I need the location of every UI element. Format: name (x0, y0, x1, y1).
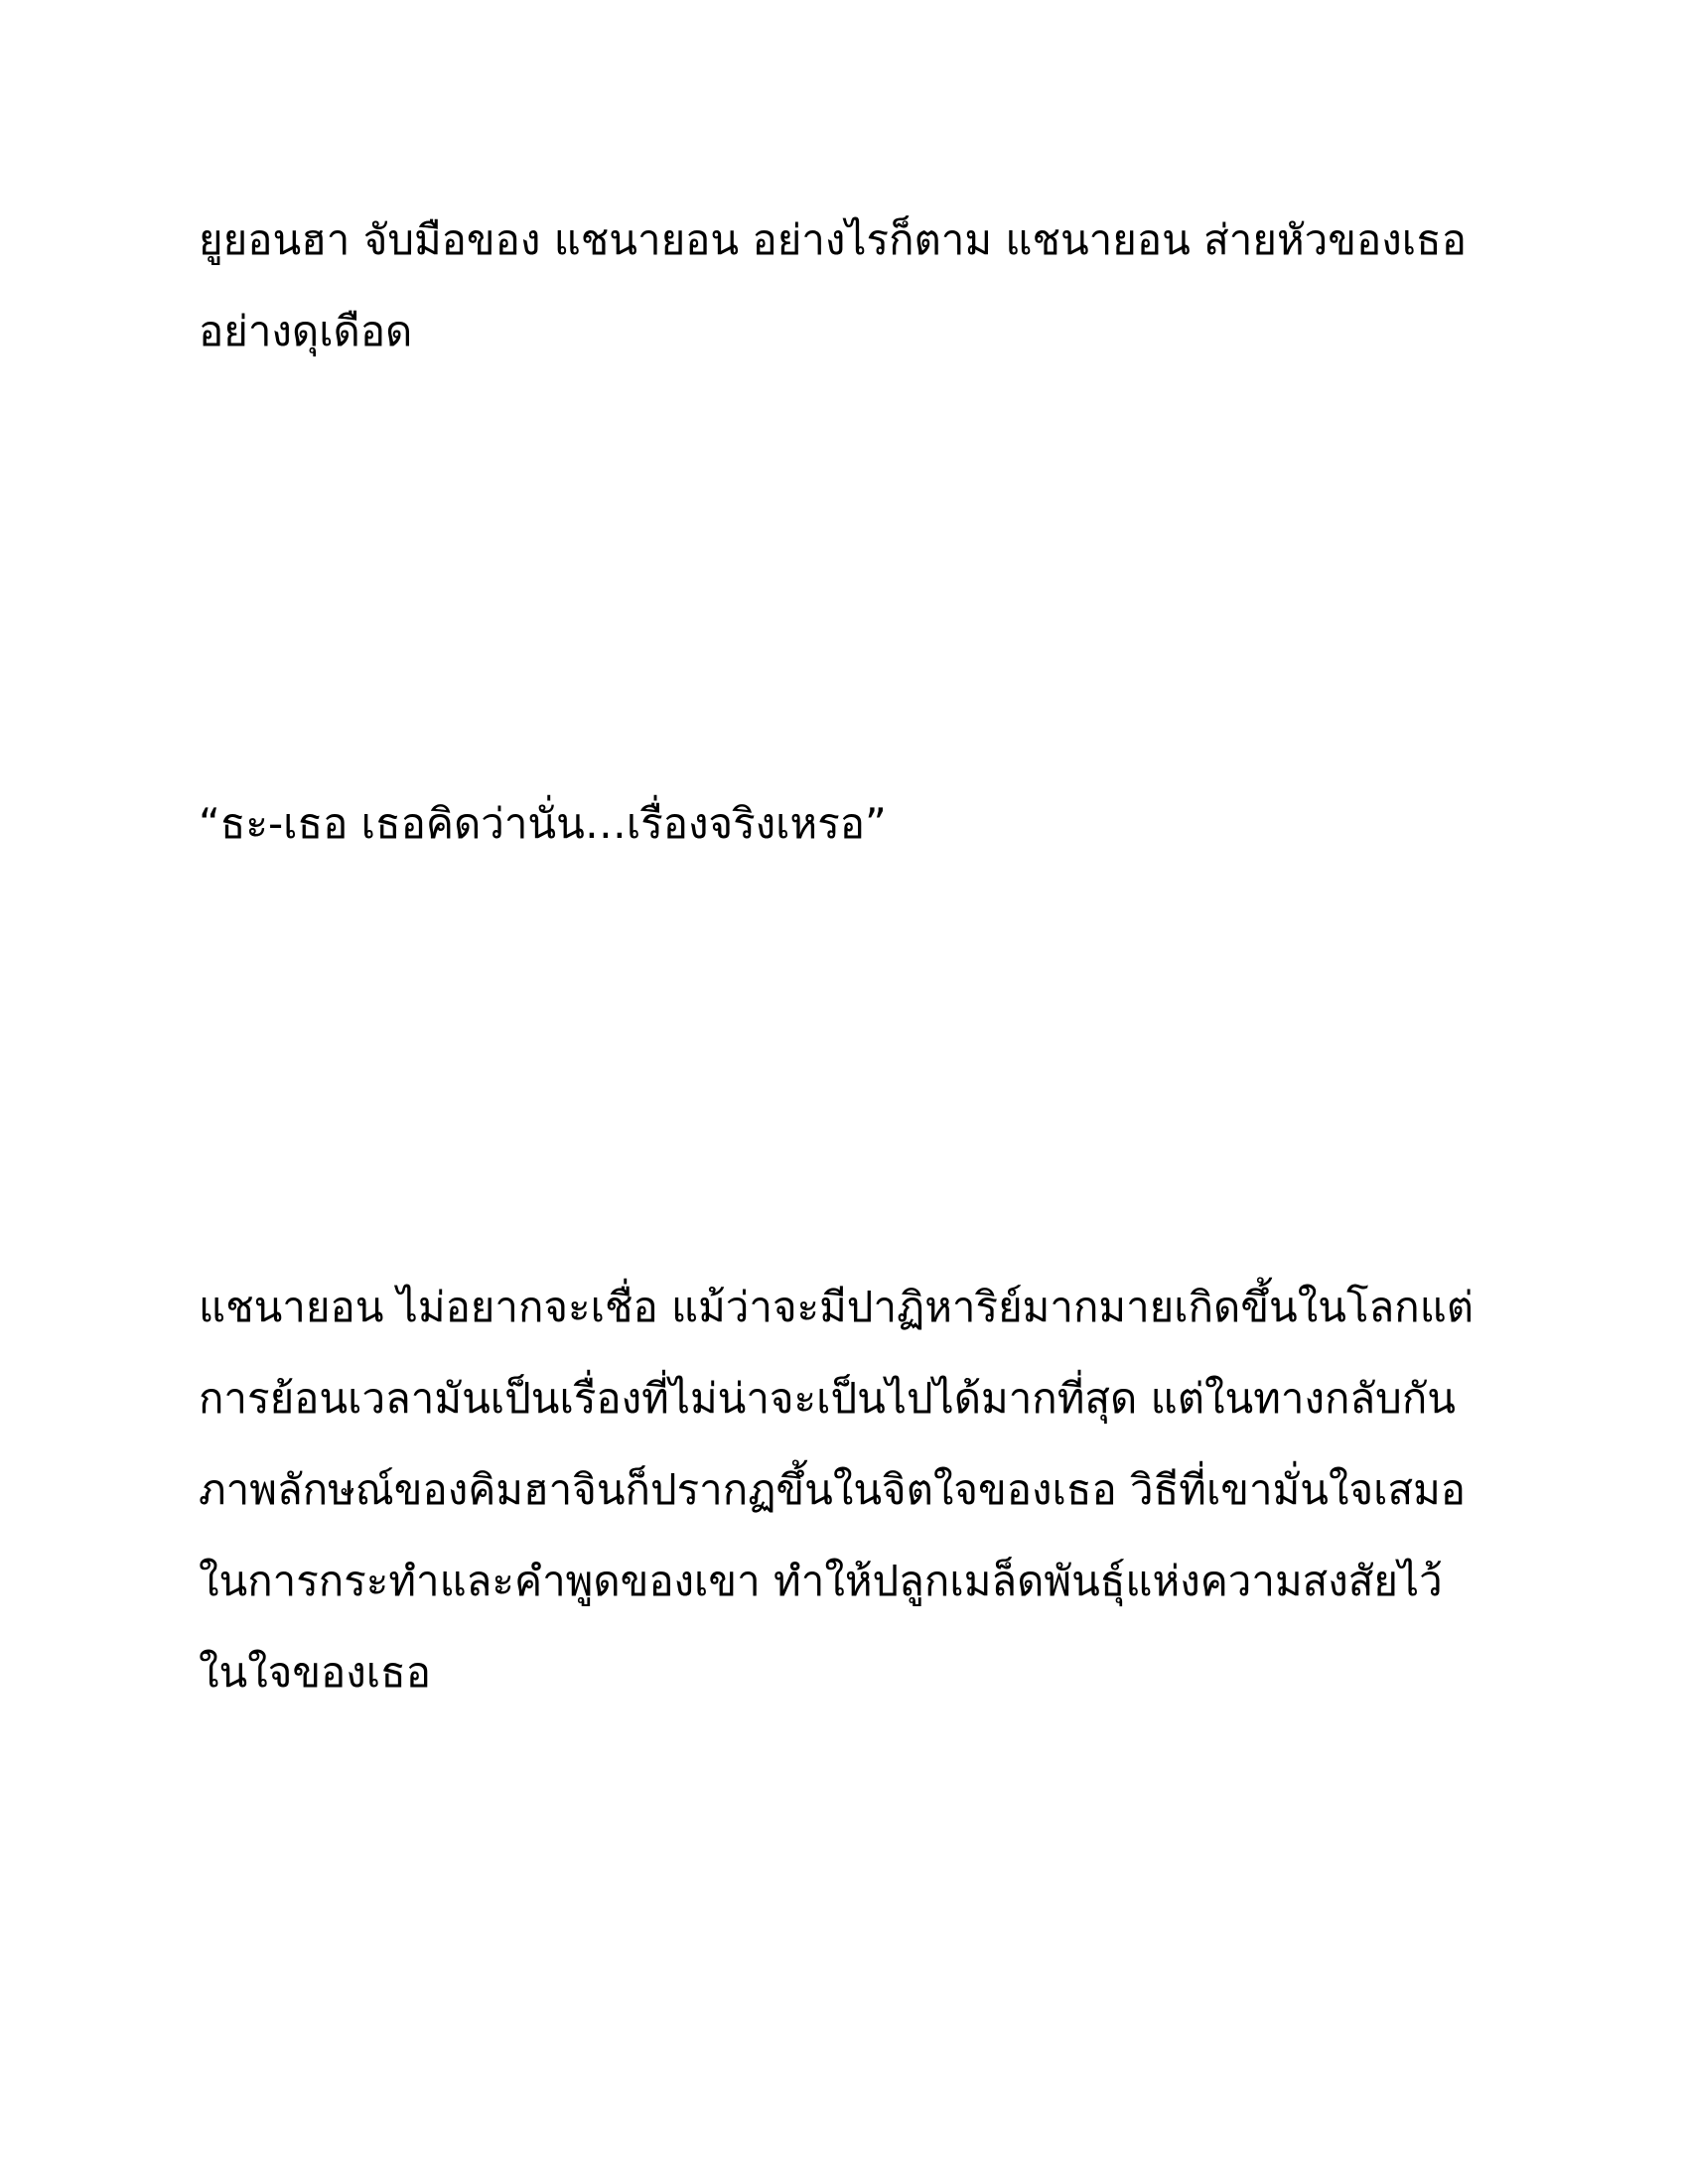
text-line: ภาพลักษณ์ของคิมฮาจินก็ปรากฏขึ้นในจิตใจของเธอ วิธีที่เขามั่นใจเสมอ (199, 1465, 1467, 1514)
text-line: ในการกระทำและคำพูดของเขา ทำให้ปลูกเมล็ดพันธุ์แห่งความสงสัยไว้ (199, 1557, 1443, 1605)
text-line: ยูยอนฮา จับมือของ แชนายอน อย่างไรก็ตาม แชนายอน ส่ายหัวของเธอ (199, 215, 1467, 264)
dialogue-paragraph (199, 778, 1479, 870)
text-line: ในใจของเธอ (199, 1648, 431, 1697)
text-line: แชนายอน ไม่อยากจะเชื่อ แม้ว่าจะมีปาฏิหาริย์มากมายเกิดขึ้นในโลกแต่ (199, 1283, 1475, 1331)
text-line: การย้อนเวลามันเป็นเรื่องที่ไม่น่าจะเป็นไปได้มากที่สุด แต่ในทางกลับกัน (199, 1374, 1456, 1423)
text-line: “ธะ-เธอ เธอคิดว่านั่น…เรื่องจริงเหรอ” (199, 799, 887, 848)
paragraph-yu-yeonha (199, 195, 1479, 377)
paragraph-chae-nayeon (199, 1262, 1479, 1718)
text-line: อย่างดุเดือด (199, 307, 413, 355)
